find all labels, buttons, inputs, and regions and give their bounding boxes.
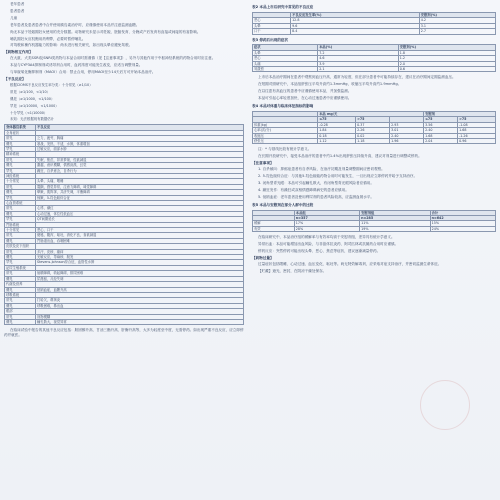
table-row — [253, 67, 496, 72]
table-cell: 心动过速，体位性低血压 — [36, 211, 244, 216]
table-cell: -0.28 — [318, 122, 356, 127]
table-cell: 0.6 — [398, 67, 495, 72]
table-cell: 常见 — [5, 271, 36, 276]
table-cell: 常见 — [5, 249, 36, 254]
table-cell: 28% — [294, 226, 359, 231]
table-cell: 躁狂，自杀意念，自杀行为 — [36, 168, 244, 173]
table-header-cell: 不良反应 — [36, 125, 244, 130]
table-cell: 舒张压 — [253, 139, 318, 144]
table-cell: 罕见 — [5, 168, 36, 173]
table-cell: 偶见 — [5, 319, 36, 324]
frequency-line: 根据CIOMS不良反应发生率分类：十分常见（≥1/10） — [10, 82, 93, 87]
table-cell: 尿潴留，月经失调 — [36, 276, 244, 281]
table-cell: 2.7 — [419, 29, 495, 34]
table-cell: 2.26 — [356, 128, 390, 133]
table-header-cell: n=285 — [360, 216, 431, 221]
table-row — [253, 29, 496, 34]
table-cell: 偶见 — [5, 163, 36, 168]
table-cell: 0.18 — [318, 133, 356, 138]
table-cell: 易激惹 — [253, 67, 318, 72]
table-cell: 常见 — [5, 184, 36, 189]
table-cell: 2.04 — [424, 139, 458, 144]
table-cell: 头晕，头痛，嗜睡 — [36, 179, 244, 184]
frequency-line: 偶见（≥1/1000，<1/100） — [10, 96, 55, 101]
table-header-cell: 合计 — [430, 210, 495, 215]
table-cell: 1.12 — [318, 139, 356, 144]
table-cell: 罕见 — [5, 260, 36, 265]
table-cell: 1.68 — [458, 128, 496, 133]
table-cell: 瞳孔散大，视觉异常 — [36, 319, 244, 324]
table-cell: 光敏反应，荨麻疹，脱发 — [36, 255, 244, 260]
table-header-cell: ≤75 — [424, 117, 458, 122]
table-cell: 常见 — [5, 136, 36, 141]
table-caption: 表5 本品与安慰剂在部分人群中的比较 — [252, 202, 314, 207]
frequency-list — [4, 83, 244, 122]
table-cell: 偶见 — [5, 287, 36, 292]
table-4 — [252, 111, 496, 144]
paragraph: 尚无本品于妊娠期妇女使用的充分数据。动物研究未显示对妊娠、胚胎发育、分娩或产后发育有直接或间接的有害影响。 — [10, 29, 201, 34]
table-header-cell: 不良反应发生率(%) — [291, 12, 420, 17]
table-cell: 常见 — [5, 314, 36, 319]
table-cell: 4.2 — [419, 18, 495, 23]
table-cell: 12.8 — [291, 18, 420, 23]
paragraph: 在短期对照研究中，本品组舒张压平均升高约1.3mmHg，收缩压平均升高约1.9mmHg。 — [258, 82, 402, 87]
section-heading: 【不良反应】 — [4, 76, 26, 81]
table-row — [253, 226, 496, 231]
table-header-cell: >75 — [458, 117, 496, 122]
table-cell: 头晕 — [253, 50, 318, 55]
table-cell: 偶见 — [5, 255, 36, 260]
table-cell: 偶见 — [5, 141, 36, 146]
table-2 — [252, 12, 496, 35]
table-caption: 表3 停药后出现的症状 — [252, 37, 289, 42]
table-cell: 失眠，焦虑，异常梦境，性欲减退 — [36, 157, 244, 162]
table-header-cell: 本品(%) — [318, 45, 399, 50]
table-cell: 2.0 — [398, 61, 495, 66]
table-cell: 3.56 — [424, 122, 458, 127]
table-cell: 24% — [430, 226, 495, 231]
table-header-cell: 症状 — [253, 45, 318, 50]
left-column — [4, 2, 244, 498]
table-cell: 震颤，感觉异常，注意力障碍，味觉障碍 — [36, 184, 244, 189]
table-5 — [252, 210, 496, 233]
section-heading: 【药物过量】 — [252, 255, 274, 260]
table-cell: 常见 — [5, 298, 36, 303]
paragraph: 2. 5-羟色胺综合征：与其他5-羟色胺能药物合用时可能发生，一旦出现应立即停药并给予支持治疗。 — [258, 174, 418, 179]
table-cell: -1.08 — [458, 122, 496, 127]
table-cell: 十分常见 — [5, 179, 36, 184]
frequency-line: 罕见（≥1/10000，<1/1000） — [10, 103, 59, 108]
table-cell: 过敏反应，面部水肿 — [36, 146, 244, 151]
table-cell: 2.40 — [424, 128, 458, 133]
table-header-cell: 本品 mg/天 — [318, 112, 424, 117]
table-cell: 常见 — [5, 206, 36, 211]
table-cell: 代谢及营养 — [5, 282, 36, 287]
table-cell: 2.93 — [390, 122, 424, 127]
stamp-mark — [420, 380, 470, 430]
paragraph: 在临床研究中，本品治疗组的缓解率与有效率均高于安慰剂组，差异具有统计学意义。 — [258, 235, 395, 240]
top-lines — [4, 2, 244, 21]
table-cell: 罕见 — [5, 195, 36, 200]
table-cell: 1.84 — [318, 128, 356, 133]
table-row — [5, 319, 244, 324]
table-cell: 精神系统 — [5, 152, 36, 157]
table-cell: 1.2 — [398, 56, 495, 61]
table-cell: 恶心 — [253, 56, 318, 61]
paragraph: 在临床试验中报告的其他不良反应包括：胆固醇升高、甘油三酯升高、肝酶升高等，大多为轻度至中度，无需停药。如出现严重不良反应，应立即停药并就医。 — [4, 328, 244, 338]
table-cell: 恶心 — [253, 18, 291, 23]
frequency-line: 十分罕见（<1/10000） — [10, 110, 48, 115]
table-cell: 偶见 — [5, 238, 36, 243]
table-cell: 15% — [430, 221, 495, 226]
table-header-cell: 安慰剂组 — [360, 210, 431, 215]
table-header-cell: 安慰剂(%) — [419, 12, 495, 17]
table-cell: 1.68 — [424, 133, 458, 138]
table-3 — [252, 44, 496, 72]
table-cell: Stevens-Johnson综合征，血管性水肿 — [36, 260, 244, 265]
table-cell: 射精障碍，勃起障碍，排尿困难 — [36, 271, 244, 276]
paragraph: 过量症状包括嗜睡、心动过速、血压变化、呕吐等。尚无特效解毒剂，应采取对症支持治疗，并密切监测生命体征。 — [258, 261, 442, 266]
table-cell: 2.1 — [318, 67, 399, 72]
paragraph: 注：* 与基线比较有统计学意义。 — [258, 147, 312, 152]
table-cell: 11% — [360, 221, 431, 226]
table-cell: 偶见 — [5, 190, 36, 195]
table-cell: 便秘，腹泻，呕吐，消化不良，食欲减退 — [36, 233, 244, 238]
paragraph: 本品与CYP3A4抑制剂或诱导剂合用时，血药浓度可能发生改变，应适当调整剂量。 — [10, 63, 143, 68]
paragraph: 【贮藏】遮光，密封，在阴凉干燥处保存。 — [258, 268, 327, 273]
paragraph: 异常出血：本品可能增加出血风险，与非甾体抗炎药、阿司匹林或抗凝药合用时应谨慎。 — [258, 242, 399, 247]
table-cell: 3.1 — [419, 23, 495, 28]
paragraph: 哺乳期妇女应权衡用药利弊，必要时暂停哺乳。 — [10, 36, 86, 41]
adverse-events-table — [4, 124, 244, 325]
paragraph: 在长期开放研究中，接受本品治疗的患者中约1.4%出现舒张压持续升高，建议对剂量进行调整或停药。 — [258, 154, 422, 159]
table-cell: 7.2 — [318, 50, 399, 55]
table-cell: 低钠血症，血糖升高 — [36, 287, 244, 292]
table-header-cell: 身体器官系统 — [5, 125, 36, 130]
table-header-cell: 本品组 — [294, 210, 359, 215]
table-cell: 8.4 — [291, 29, 420, 34]
table-cell: 常见 — [5, 157, 36, 162]
table-cell: 口干 — [253, 29, 291, 34]
table-cell: 体重(kg) — [253, 122, 318, 127]
table-cell: 收缩压 — [253, 133, 318, 138]
table-cell: 呼吸困难，鼻出血 — [36, 303, 244, 308]
paragraph: 3. 闭角型青光眼：本品可引起瞳孔散大，有闭角型青光眼风险者应慎用。 — [258, 180, 374, 185]
table-cell: 0.02 — [356, 133, 390, 138]
table-header-cell: n=357 — [294, 216, 359, 221]
table-header-cell: >75 — [356, 117, 390, 122]
table-body — [253, 18, 496, 34]
table-cell: 1.96 — [390, 139, 424, 144]
table-cell: 1.18 — [356, 139, 390, 144]
table-cell: 1.8 — [398, 50, 495, 55]
table-cell: 2.40 — [390, 133, 424, 138]
table-header-cell: n=642 — [430, 216, 495, 221]
table-cell: 3.9 — [318, 61, 399, 66]
paragraph: 1. 自杀倾向：抑郁症患者有自杀风险，在治疗初期及剂量调整期间应密切观察。 — [258, 167, 385, 172]
section-heading: 【注意事项】 — [252, 161, 274, 166]
table-caption: 表2 本品上市后研究中常见的不良反应 — [252, 5, 314, 9]
table-cell: 0.37 — [356, 122, 390, 127]
table-cell: 心血管系统 — [5, 201, 36, 206]
table-cell: 罕见 — [5, 146, 36, 151]
table-header-cell: ≤75 — [318, 117, 356, 122]
paragraph: 上市后本品治疗期间在患者中观察到血压升高，通常为轻度，但在部分患者中可能持续存在，建议在治疗期间定期监测血压。 — [258, 75, 456, 80]
table-cell: 胃肠系统 — [5, 222, 36, 227]
table-cell: 有效 — [253, 226, 295, 231]
table-cell: QT间期延长 — [36, 217, 244, 222]
table-cell: 3.01 — [390, 128, 424, 133]
table-cell: 心悸，潮红 — [36, 206, 244, 211]
table-cell: 4.6 — [318, 56, 399, 61]
table-cell: 9.6 — [291, 23, 420, 28]
table-header-cell: 安慰剂(%) — [398, 45, 495, 50]
frequency-line: 未知：无法根据现有数据估计 — [10, 117, 55, 122]
paragraph: 5. 低钠血症：老年患者及使用利尿剂的患者风险较高，应监测血钠水平。 — [258, 194, 374, 199]
top-line: 儿童 — [10, 15, 18, 20]
top-line: 患者患者 — [10, 8, 25, 13]
table-cell: 十分常见 — [5, 228, 36, 233]
paragraph: 老年患者及患者患者中合并使用胰岛素治疗时，应谨慎使用本品并注意监测血糖。 — [10, 22, 140, 27]
table-cell: 头晕 — [253, 23, 291, 28]
paragraph: 与单胺氧化酶抑制剂（MAOI）合用：禁止合用，停用MAOI至少14天后方可开始本品治疗。 — [10, 70, 156, 75]
table-cell: 头痛 — [253, 61, 318, 66]
table-cell: 偶见 — [5, 276, 36, 281]
table-cell: 偶见 — [5, 303, 36, 308]
table-cell: 泌尿生殖系统 — [5, 265, 36, 270]
frequency-line: 常见（≥1/100，<1/10） — [10, 89, 51, 94]
table-cell: 心率(次/分) — [253, 128, 318, 133]
table-cell: 19% — [360, 226, 431, 231]
table-body — [253, 50, 496, 72]
table-cell: 眼部 — [5, 309, 36, 314]
table-cell: 神经系统 — [5, 173, 36, 178]
table-cell: 恶心，口干 — [36, 228, 244, 233]
paragraph: 在大鼠、犬类SSRI及SNRI类药物与本品合用时需谨慎（见【注意事项】），另外与其他作用于中枢神经系统的药物合用时应注意。 — [10, 56, 216, 61]
paragraph: 本品可引起心率轻度加快，在心动过速患者中应谨慎使用。 — [258, 96, 352, 101]
table-cell: 视物模糊 — [36, 314, 244, 319]
intro-section — [4, 23, 244, 49]
table-row — [253, 139, 496, 144]
table-cell: 激越，意识模糊，情感淡漠，幻觉 — [36, 163, 244, 168]
paragraph: 停药反应：突然停药可能出现头晕、恶心、焦虑等症状，建议逐渐减量停药。 — [258, 249, 381, 254]
table-cell: 打哈欠，鼻窦炎 — [36, 298, 244, 303]
table-cell: 0.96 — [458, 139, 496, 144]
table-cell: 皮肤及皮下组织 — [5, 244, 36, 249]
table-caption: 表4 本品对体重与临床体征指标的影响 — [252, 104, 314, 109]
table-cell: 多汗，皮疹，瘙痒 — [36, 249, 244, 254]
table-body — [253, 221, 496, 232]
table-cell: 乏力，疲劳，胸痛 — [36, 136, 244, 141]
table-cell: 偶见 — [5, 211, 36, 216]
paragraph: 对驾驶和操作机器能力的影响：尚未进行相关研究，如出现头晕应避免驾驶。 — [10, 43, 133, 48]
table-cell: 17% — [294, 221, 359, 226]
table-header-cell: 安慰剂 — [424, 112, 496, 117]
top-line: 老年患者 — [10, 2, 25, 6]
paragraph: 在以往患有高血压的患者中应谨慎使用本品，并加强监测。 — [258, 89, 352, 94]
table-cell: 胃肠道出血，吞咽困难 — [36, 238, 244, 243]
table-body — [253, 122, 496, 144]
table-cell: 常见 — [5, 233, 36, 238]
table-cell: 罕见 — [5, 217, 36, 222]
table-cell: -1.26 — [458, 133, 496, 138]
table-cell: 惊厥，5-羟色胺综合征 — [36, 195, 244, 200]
section-heading: 【药物相互作用】 — [4, 50, 33, 55]
paragraph: 4. 躁狂发作：有躁狂或双相情感障碍病史的患者应慎用。 — [258, 187, 349, 192]
adverse-events-body — [5, 130, 244, 325]
table-cell: 呼吸系统 — [5, 292, 36, 297]
table-cell: 全身症状 — [5, 130, 36, 135]
table-cell: 晕厥，肌阵挛，共济失调，平衡障碍 — [36, 190, 244, 195]
table-cell: 缓解 — [253, 221, 295, 226]
table-cell: 寒战，发热，不适，水肿，体重增加 — [36, 141, 244, 146]
